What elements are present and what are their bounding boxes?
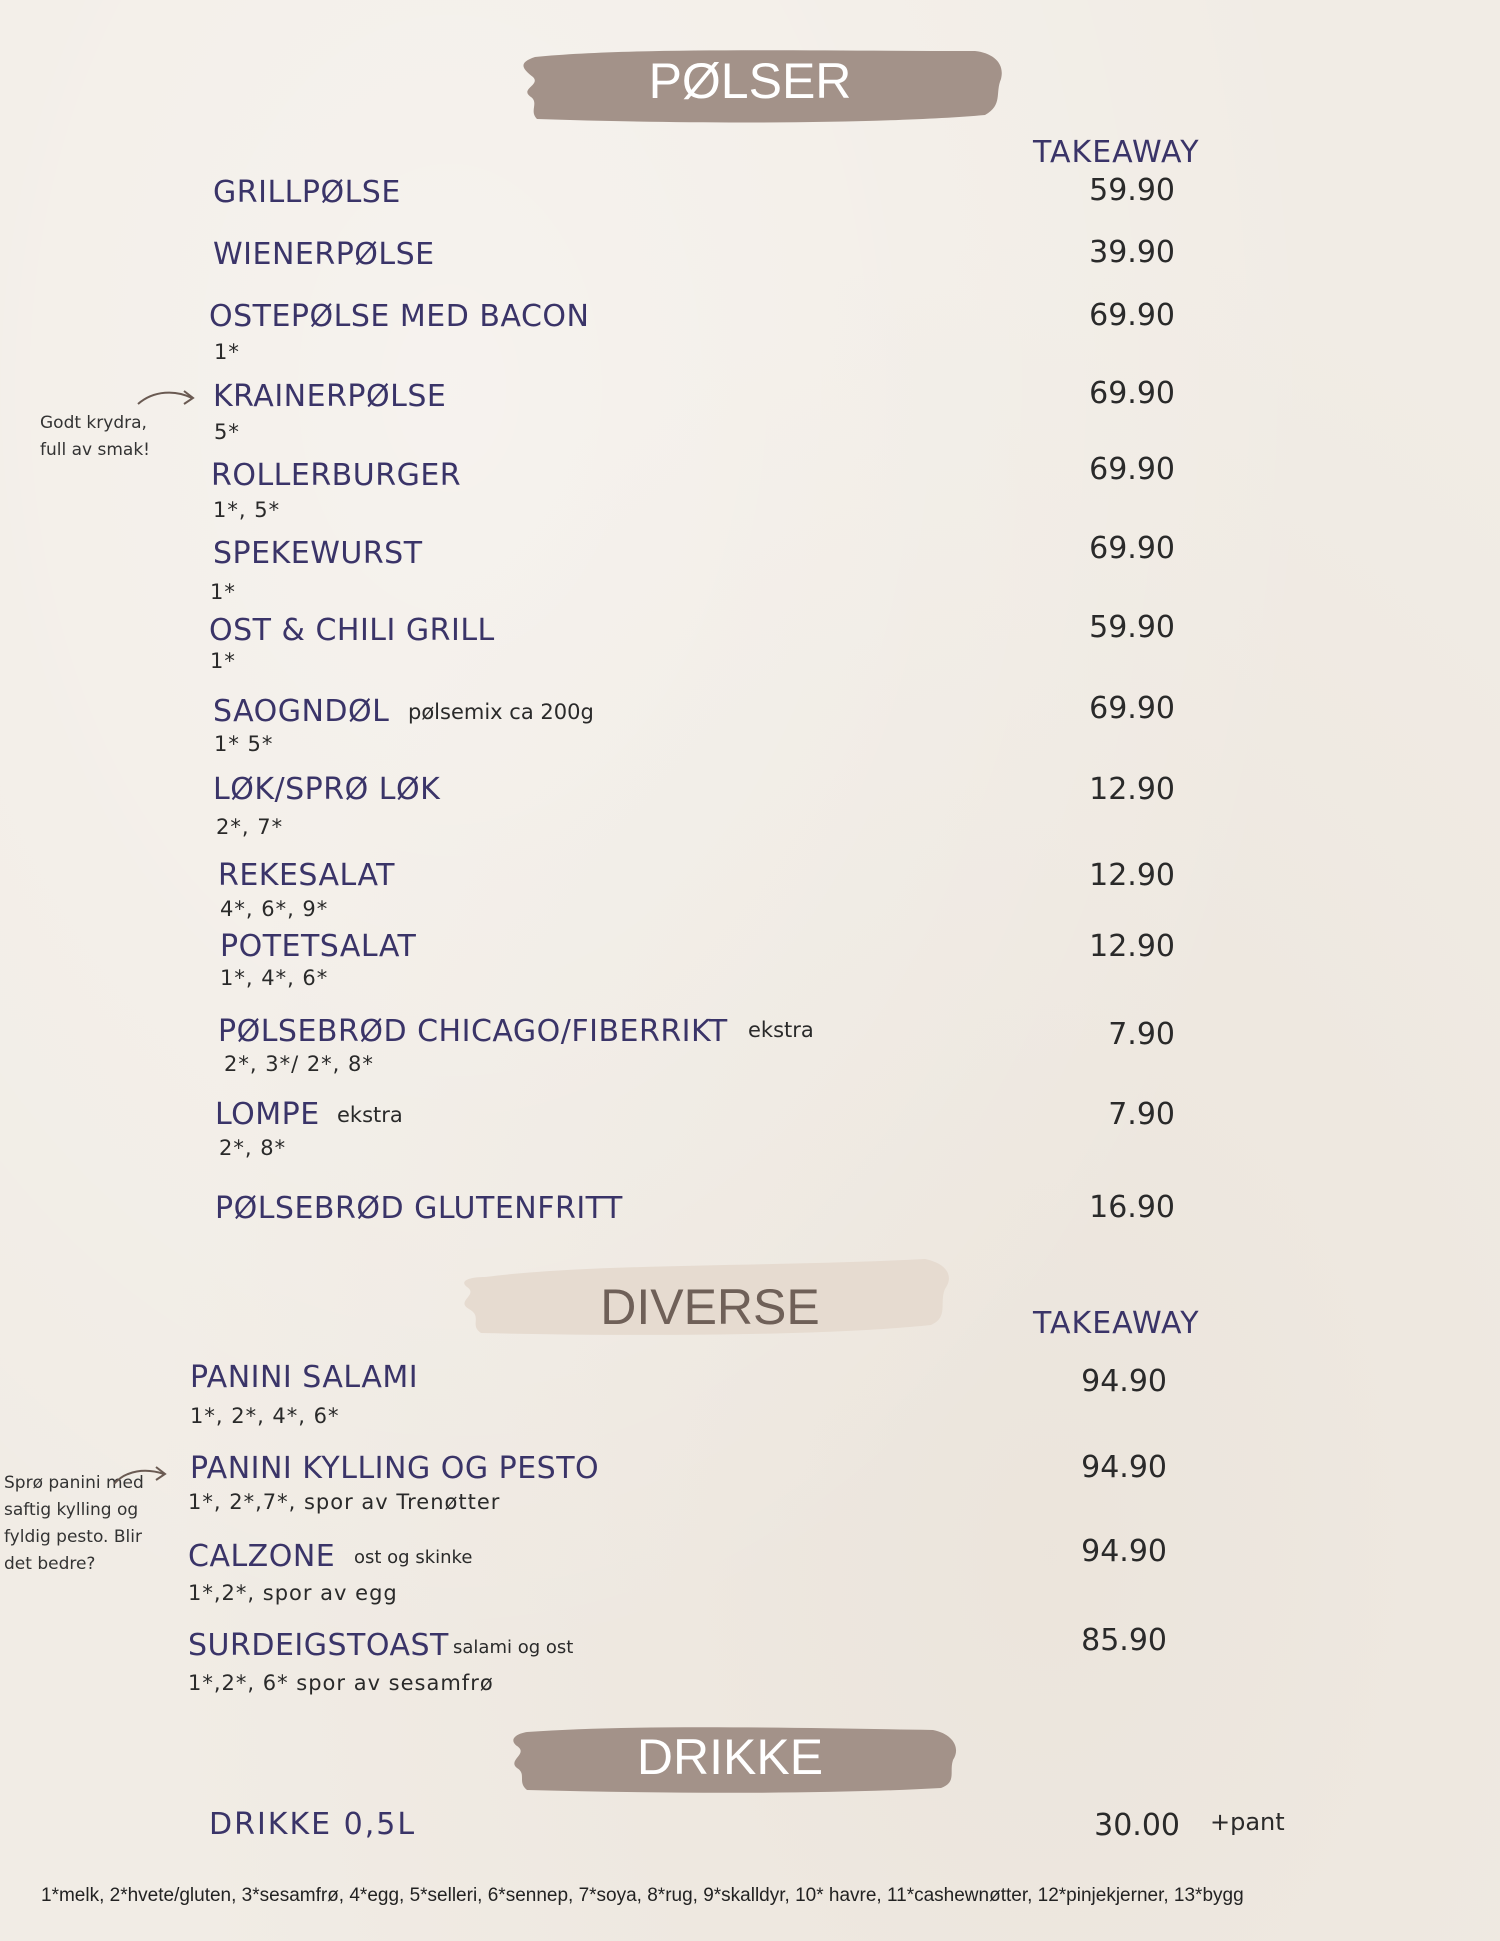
drikke-title: DRIKKE: [636, 1729, 824, 1785]
panini-side-note: Sprø panini med saftig kylling og fyldig pesto. Blir det bedre?: [4, 1473, 144, 1574]
menu-item-name: KRAINERPØLSE: [213, 379, 447, 414]
menu-item-extra: +pant: [1210, 1808, 1285, 1836]
menu-item-price: 69.90: [1089, 452, 1175, 487]
menu-item-price: 7.90: [1108, 1017, 1175, 1052]
menu-item-name: REKESALAT: [218, 858, 395, 893]
menu-item-allergens: 1*, 2*, 4*, 6*: [190, 1404, 340, 1428]
menu-item-note: ekstra: [337, 1103, 403, 1127]
menu-item-name: POTETSALAT: [220, 929, 417, 964]
krainer-side-note: Godt krydra, full av smak!: [40, 413, 150, 460]
polser-title: PØLSER: [648, 53, 852, 109]
allergen-legend: 1*melk, 2*hvete/gluten, 3*sesamfrø, 4*egg, 5*selleri, 6*sennep, 7*soya, 8*rug, 9*skalldyr, 10* havre, 11*cashewnøtter, 12*pinjekjerner, 13*bygg: [41, 1885, 1244, 1906]
menu-item-allergens: 2*, 7*: [216, 815, 284, 839]
menu-item-allergens: 1*, 4*, 6*: [220, 966, 329, 990]
menu-item-name: ROLLERBURGER: [211, 458, 462, 493]
diverse-title: DIVERSE: [600, 1279, 820, 1335]
menu-item-allergens: 2*, 8*: [219, 1136, 287, 1160]
menu-item-price: 69.90: [1089, 531, 1175, 566]
menu-item-name: PANINI SALAMI: [190, 1360, 419, 1395]
menu-item-note: ekstra: [748, 1018, 814, 1042]
menu-item-price: 59.90: [1089, 610, 1175, 645]
menu-item-name: WIENERPØLSE: [213, 237, 435, 272]
menu-item-name: SPEKEWURST: [213, 536, 423, 571]
menu-item-allergens: 4*, 6*, 9*: [220, 897, 329, 921]
menu-item-price: 69.90: [1089, 376, 1175, 411]
menu-item-name: PANINI KYLLING OG PESTO: [190, 1451, 600, 1486]
menu-item-allergens: 1* 5*: [214, 732, 274, 756]
menu-item-note: ost og skinke: [354, 1547, 473, 1568]
menu-item-name: LOMPE: [215, 1097, 320, 1132]
menu-item-price: 30.00: [1094, 1808, 1180, 1843]
arrow-right-icon: [136, 386, 198, 410]
menu-item-allergens: 1*: [210, 580, 236, 604]
menu-item-allergens: 1*: [210, 649, 236, 673]
menu-item-name: SAOGNDØL: [213, 694, 390, 729]
menu-item-price: 94.90: [1081, 1534, 1167, 1569]
menu-item-name: OSTEPØLSE MED BACON: [209, 299, 590, 334]
menu-item-name: CALZONE: [188, 1539, 336, 1574]
menu-item-name: SURDEIGSTOAST: [188, 1628, 449, 1663]
menu-item-price: 59.90: [1089, 173, 1175, 208]
menu-item-price: 7.90: [1108, 1097, 1175, 1132]
menu-item-name: DRIKKE 0,5L: [209, 1807, 417, 1842]
menu-item-note: salami og ost: [453, 1637, 574, 1658]
menu-item-name: PØLSEBRØD GLUTENFRITT: [215, 1191, 623, 1226]
menu-item-note: pølsemix ca 200g: [408, 700, 594, 724]
menu-item-name: GRILLPØLSE: [213, 175, 401, 210]
arrow-right-icon: [112, 1464, 170, 1488]
menu-item-name: PØLSEBRØD CHICAGO/FIBERRIKT: [218, 1014, 728, 1049]
polser-column-header: TAKEAWAY: [1033, 135, 1200, 170]
menu-item-name: LØK/SPRØ LØK: [213, 772, 441, 807]
menu-item-price: 12.90: [1089, 858, 1175, 893]
menu-item-allergens: 1*: [214, 340, 240, 364]
menu-item-price: 94.90: [1081, 1364, 1167, 1399]
menu-item-allergens: 5*: [214, 420, 240, 444]
menu-item-price: 69.90: [1089, 298, 1175, 333]
diverse-column-header: TAKEAWAY: [1033, 1306, 1200, 1341]
menu-item-price: 16.90: [1089, 1190, 1175, 1225]
menu-item-allergens: 1*,2*, 6* spor av sesamfrø: [188, 1671, 494, 1695]
menu-item-allergens: 2*, 3*/ 2*, 8*: [224, 1052, 374, 1076]
menu-item-name: OST & CHILI GRILL: [209, 613, 495, 648]
menu-item-allergens: 1*, 2*,7*, spor av Trenøtter: [188, 1490, 501, 1514]
menu-item-price: 12.90: [1089, 929, 1175, 964]
menu-item-price: 12.90: [1089, 772, 1175, 807]
menu-item-price: 69.90: [1089, 691, 1175, 726]
menu-item-price: 94.90: [1081, 1450, 1167, 1485]
menu-item-allergens: 1*, 5*: [213, 498, 281, 522]
menu-item-allergens: 1*,2*, spor av egg: [188, 1581, 398, 1605]
menu-item-price: 39.90: [1089, 235, 1175, 270]
menu-item-price: 85.90: [1081, 1623, 1167, 1658]
